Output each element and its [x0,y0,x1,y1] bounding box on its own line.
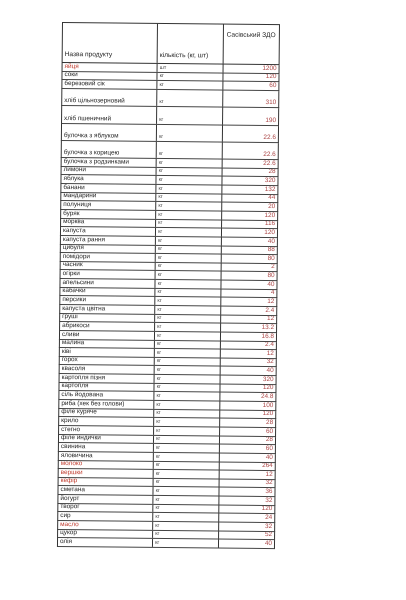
unit-cell: кг [154,401,219,409]
quantity-cell: 60 [265,444,273,452]
quantity-cell: 80 [267,272,275,280]
unit-cell: кг [155,297,220,305]
product-name-cell: яблука [61,175,156,184]
unit-cell: кг [156,280,221,288]
product-name-cell: яйця [63,63,158,72]
product-name-cell: малина [60,340,155,349]
product-name-cell: цибуля [61,245,156,254]
unit-cell: кг [155,349,220,357]
product-name-cell: стегно [59,426,154,435]
quantity-cell: 40 [264,539,273,547]
unit-cell: кг [154,444,219,452]
product-name-cell: помідори [61,253,156,262]
product-name-cell: хліб пшеничний [62,106,157,123]
product-name-cell: булочка з корицею [62,141,157,158]
unit-cell: кг [157,159,222,167]
unit-cell: кг [156,245,221,253]
quantity-cell: 80 [267,254,275,262]
quantity-cell: 28 [268,168,276,176]
quantity-cell: 120 [261,505,273,513]
unit-cell: кг [157,81,222,89]
unit-cell: кг [154,470,219,478]
quantity-cell: 40 [265,453,273,461]
product-name-cell: лимони [62,167,157,176]
product-name-cell: мандарини [61,193,156,202]
quantity-cell: 2.4 [265,306,275,314]
unit-cell: кг [158,73,223,81]
unit-cell: кг [156,211,221,219]
product-name-cell: сир [58,512,153,521]
quantity-cell: 12 [265,470,273,478]
quantity-cell: 40 [267,237,275,245]
product-name-cell: груші [60,314,155,323]
table-row [61,124,279,143]
product-name-cell: олія [58,538,153,547]
unit-cell: кг [155,375,220,383]
unit-cell: кг [154,461,219,469]
quantity-cell: 2.4 [264,341,274,349]
unit-cell: кг [156,202,221,210]
quantity-cell: 120 [265,73,277,81]
unit-cell: кг [154,392,219,400]
quantity-cell: 12 [267,297,275,306]
unit-cell: кг [155,289,220,297]
unit-cell: кг [155,384,220,392]
product-name-cell: картопля [59,383,154,392]
unit-cell: кг [154,453,219,461]
unit-cell: кг [156,194,221,202]
unit-cell: кг [155,332,220,340]
quantity-cell: 12 [266,349,274,357]
quantity-cell: 190 [265,116,277,124]
product-name-cell: сіль йодована [59,391,154,400]
product-name-cell: персики [60,296,155,305]
product-name-cell: вершки [59,469,154,478]
quantity-cell: 36 [265,488,273,496]
quantity-cell: 13.2 [261,323,275,331]
product-name-cell: горох [60,357,155,366]
quantity-cell: 22.6 [263,133,276,141]
product-name-cell: ківі [60,348,155,357]
table-row [61,141,279,160]
product-name-cell: кабачки [60,288,155,297]
unit-cell: кг [153,522,218,530]
product-name-cell: квасоля [60,365,155,374]
product-name-cell: абрикоси [60,322,155,331]
quantity-cell: 4 [270,289,275,297]
product-name-cell: соки [62,72,157,81]
quantity-cell: 20 [268,202,276,211]
unit-cell: кг [153,496,218,504]
product-name-cell: філе куряче [59,409,154,418]
quantity-cell: 22.6 [263,151,276,159]
unit-cell: кг [154,436,219,444]
quantity-cell: 116 [264,220,276,228]
quantity-cell: 12 [267,315,275,323]
product-name-cell: сметана [58,486,153,495]
product-name-cell: крило [59,417,154,426]
quantity-cell: 120 [262,410,274,418]
unit-cell: кг [154,427,219,435]
unit-cell: кг [157,168,222,176]
product-name-cell: цукор [58,530,153,539]
product-name-cell: молоко [59,461,154,470]
quantity-cell: 100 [262,401,274,409]
header-quantity: кількість (кг, шт) [158,24,224,64]
unit-cell: кг [157,176,222,184]
quantity-cell: 264 [262,462,273,470]
table-row [61,106,279,125]
product-name-cell: буряк [61,210,156,219]
header-school: Сасівський ЗДО [226,31,276,40]
unit-cell: кг [156,228,221,236]
unit-cell: кг [157,90,223,107]
product-name-cell: булочка з яблуком [62,124,157,141]
unit-cell: кг [155,358,220,366]
quantity-cell: 320 [264,176,276,185]
unit-cell: кг [153,539,218,547]
unit-cell: кг [155,366,220,374]
unit-cell: кг [156,254,221,262]
unit-cell: кг [154,479,219,487]
unit-cell: кг [157,142,223,159]
quantity-cell: 32 [265,496,273,504]
product-name-cell: яловичина [59,452,154,461]
quantity-cell: 120 [264,211,276,219]
product-name-cell: часник [61,262,156,271]
product-name-cell: апельсини [60,279,155,288]
unit-cell: кг [154,487,219,495]
unit-cell: кг [154,418,219,426]
quantity-cell: 2 [271,263,275,271]
quantity-cell: 1200 [262,64,277,72]
unit-cell: кг [156,185,221,193]
product-name-cell: картопля пізня [60,374,155,383]
unit-cell: кг [155,340,220,348]
unit-cell: кг [155,306,220,314]
product-name-cell: масло [58,521,153,530]
product-name-cell: капуста рання [61,236,156,245]
table-header [62,22,280,65]
quantity-cell: 120 [264,228,276,236]
quantity-cell: 28 [265,436,274,444]
product-name-cell: кефір [59,478,154,487]
quantity-cell: 22.6 [263,159,276,167]
product-name-cell: риба (хек без голови) [59,400,154,409]
products-table [57,22,280,549]
quantity-cell: 40 [267,280,275,288]
product-name-cell: огірки [61,270,156,279]
table-row [61,89,279,108]
quantity-cell: 24 [265,513,273,522]
unit-cell: кг [155,315,220,323]
product-name-cell: банани [61,184,156,193]
quantity-cell: 132 [264,185,276,193]
quantity-cell: 310 [265,99,277,107]
quantity-cell: 16.8 [261,332,275,340]
unit-cell: кг [157,107,223,124]
product-name-cell: творог [58,504,153,513]
quantity-cell: 24.8 [260,392,274,401]
product-name-cell: філе индички [59,435,154,444]
unit-cell: кг [153,513,218,521]
quantity-cell: 32 [266,358,274,366]
product-name-cell: хліб цільнозерновий [62,89,157,106]
quantity-cell: 32 [265,522,273,530]
header-product: Назва продукту [63,23,158,63]
document-sheet [57,22,280,565]
quantity-cell: 32 [265,479,273,487]
quantity-cell: 120 [262,384,274,392]
product-name-cell: йогурт [58,495,153,504]
quantity-cell: 44 [268,194,276,202]
unit-cell: кг [155,323,220,331]
unit-cell: кг [153,505,218,513]
product-name-cell: морква [61,219,156,228]
quantity-cell: 28 [266,418,274,427]
product-name-cell: сливи [60,331,155,340]
quantity-cell: 60 [265,427,274,435]
quantity-cell: 40 [266,367,274,375]
table-row [57,538,275,549]
unit-cell: кг [156,271,221,279]
unit-cell: шт [158,64,223,72]
unit-cell: кг [156,237,221,245]
quantity-cell: 52 [264,531,273,539]
unit-cell: кг [156,220,221,228]
table-body [57,63,280,549]
product-name-cell: березовий сік [62,80,157,89]
product-name-cell: булочка з родзинками [62,158,157,167]
quantity-cell: 320 [262,375,274,383]
unit-cell: кг [153,531,218,539]
product-name-cell: капуста цвітна [60,305,155,314]
product-name-cell: капуста [61,227,156,236]
unit-cell: кг [157,124,223,141]
product-name-cell: полуниця [61,201,156,210]
quantity-cell: 88 [267,246,275,254]
unit-cell: кг [156,263,221,271]
quantity-cell: 60 [269,81,277,89]
unit-cell: кг [154,410,219,418]
product-name-cell: свинина [59,443,154,452]
